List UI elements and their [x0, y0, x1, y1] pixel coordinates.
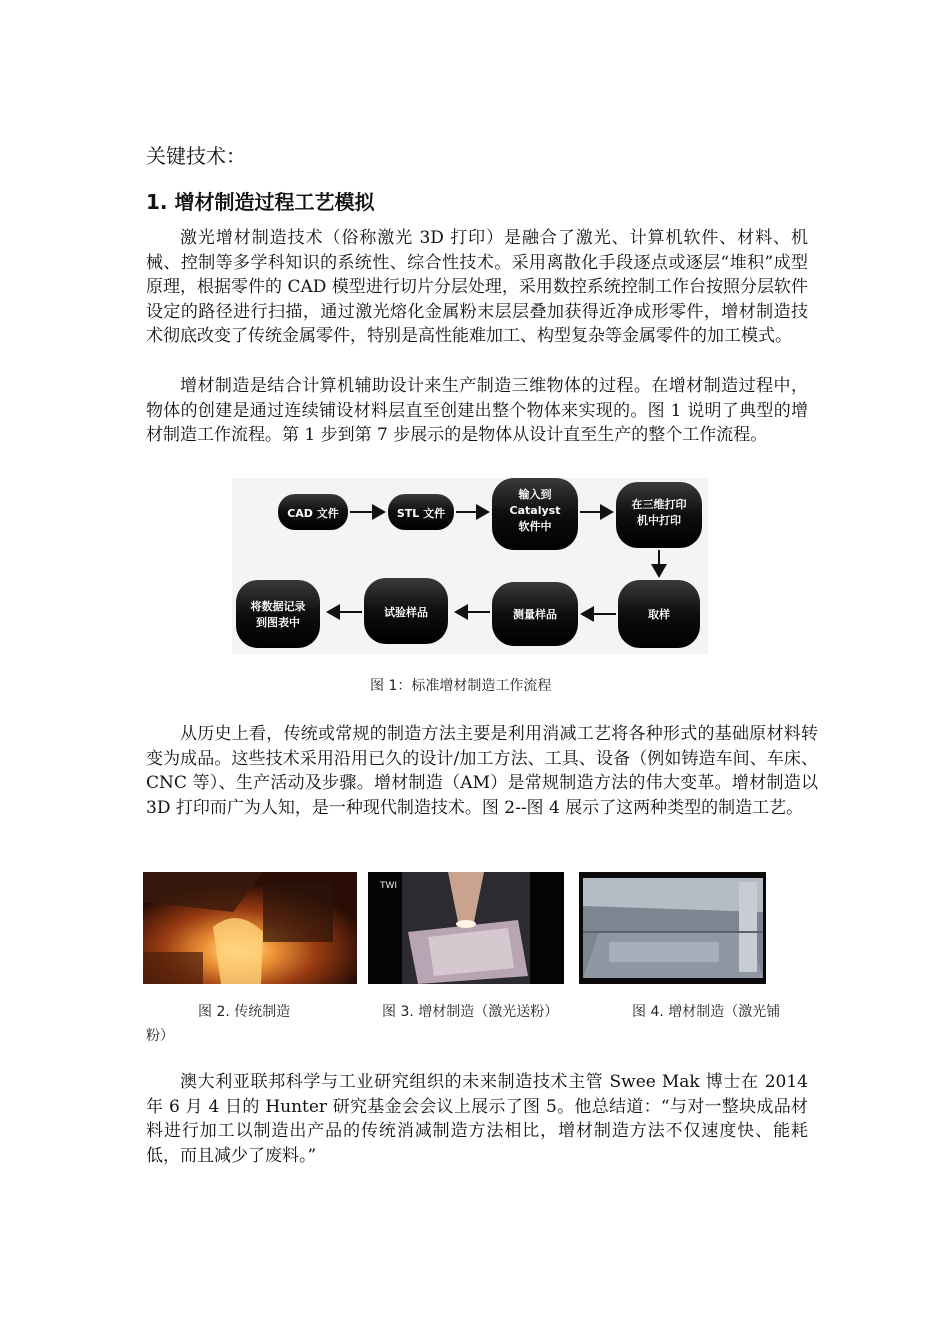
flow-step-measure [492, 582, 578, 646]
flow-step-label: 在三维打印 [631, 498, 687, 511]
flow-step-label: Catalyst [509, 504, 561, 517]
figure-4-caption-continued: 粉） [146, 1028, 174, 1044]
flow-step-print [616, 482, 702, 548]
flow-step-cad [278, 494, 348, 530]
flow-step-record [236, 580, 320, 648]
paragraph-history: 从历史上看，传统或常规的制造方法主要是利用消减工艺将各种形式的基础原材料转变为成品。这些技术采用沿用已久的设计/加工方法、工具、设备（例如铸造车间、车床、CNC 等）、生产活动及步骤。增材制造（AM）是常规制造方法的伟大变革。增材制造以 3D 打印而广为人知，是一种现代制造技术。图 2--图 4 展示了这两种类型的制造工艺。 [146, 724, 818, 818]
figure-3-caption: 图 3. 增材制造（激光送粉） [382, 1004, 559, 1020]
flow-step-label: 将数据记录 [250, 600, 306, 613]
flow-step-stl [388, 494, 454, 530]
flow-step-label: CAD 文件 [287, 507, 339, 520]
key-tech-heading: 关键技术： [146, 144, 246, 168]
laser-feed-photo [368, 872, 564, 984]
paragraph-laser-am: 激光增材制造技术（俗称激光 3D 打印）是融合了激光、计算机软件、材料、机械、控制等多学科知识的系统性、综合性技术。采用离散化手段逐点或逐层“堆积”成型原理，根据零件的 CAD 模型进行切片分层处理，采用数控系统控制工作台按照分层软件设定的路径进行扫描，通过激光熔化金属粉末层层叠加获得近净成形零件，增材制造技术彻底改变了传统金属零件，特别是高性能难加工、构型复杂等金属零件的加工模式。 [146, 228, 808, 346]
flow-step-label: 输入到 [518, 488, 552, 501]
figure-4-caption: 图 4. 增材制造（激光铺 [632, 1004, 781, 1020]
flow-step-label: STL 文件 [396, 507, 446, 520]
traditional-casting-photo [143, 872, 357, 984]
workflow-flowchart [232, 478, 708, 654]
paragraph-am-process: 增材制造是结合计算机辅助设计来生产制造三维物体的过程。在增材制造过程中，物体的创建是通过连续铺设材料层直至创建出整个物体来实现的。图 1 说明了典型的增材制造工作流程。第 1 步到第 7 步展示的是物体从设计直至生产的整个工作流程。 [146, 376, 808, 445]
flow-step-label: 到图表中 [256, 616, 300, 629]
flow-step-label: 软件中 [518, 520, 552, 533]
figure-2-caption: 图 2. 传统制造 [198, 1004, 291, 1020]
flow-step-label: 试验样品 [384, 606, 428, 619]
laser-powder-bed-photo [579, 872, 766, 984]
paragraph-csiro: 澳大利亚联邦科学与工业研究组织的未来制造技术主管 Swee Mak 博士在 2014 年 6 月 4 日的 Hunter 研究基金会会议上展示了图 5。他总结道：“与对一整块成品材料进行加工以制造出产品的传统消减制造方法相比，增材制造方法不仅速度快、能耗低，而且减少了废料。” [146, 1072, 808, 1166]
flow-step-sample [618, 580, 700, 648]
flow-step-catalyst [492, 478, 578, 550]
figure-1-caption: 图 1：标准增材制造工作流程 [370, 678, 552, 694]
flow-step-label: 测量样品 [513, 608, 557, 621]
section-title: 1. 增材制造过程工艺模拟 [146, 190, 375, 214]
twi-logo: TWI [380, 881, 398, 891]
flow-step-label: 机中打印 [637, 514, 681, 527]
flow-step-label: 取样 [648, 608, 670, 621]
flow-step-test [364, 578, 448, 644]
